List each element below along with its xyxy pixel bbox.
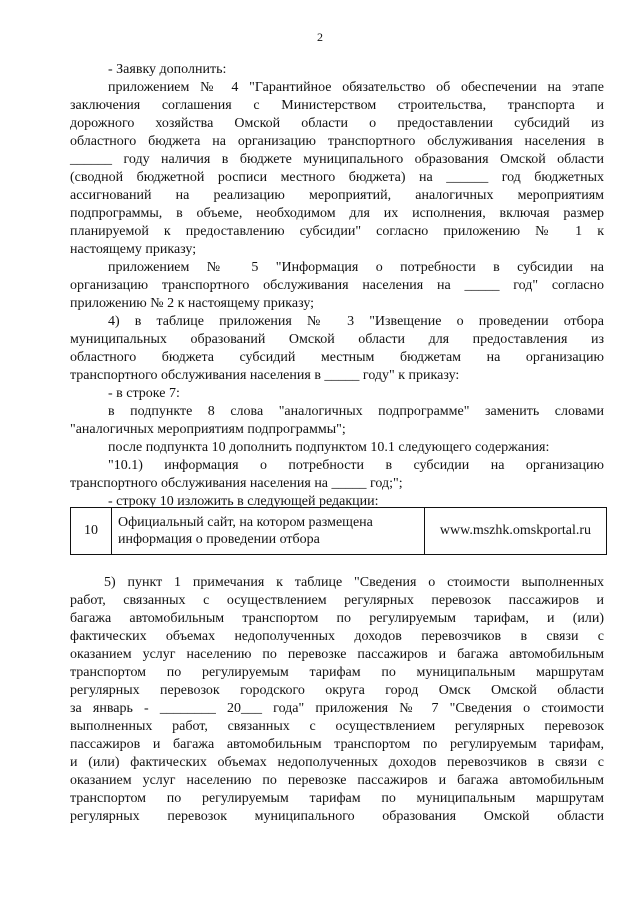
text-line: пассажиров и багажа автомобильным транспортом по регулируемым тарифам, [70,737,604,752]
text-line: - в строке 7: [108,386,180,401]
text-line: областного бюджета субсидий местным бюджетам на организацию [70,350,604,365]
text-line: регулярных перевозок муниципального образования Омской области [70,809,604,824]
text-line: после подпункта 10 дополнить подпунктом 10.1 следующего содержания: [108,440,550,455]
text-line: муниципальных образований Омской области для предоставления из [70,332,604,347]
text-line: настоящему приказу; [70,242,197,257]
site-info-table [70,507,607,555]
text-line: багажа автомобильным транспортом по регулируемым тарифам, и (или) [70,611,604,626]
text-line: областного бюджета на организацию транспортного обслуживания населения в [70,134,604,149]
text-line: выполненных работ, связанных с осуществлением регулярных перевозок [70,719,604,734]
text-line: приложением № 4 "Гарантийное обязательство об обеспечении на этапе [108,80,604,95]
text-line: - Заявку дополнить: [108,62,227,77]
text-line: заключения соглашения с Министерством строительства, транспорта и [70,98,604,113]
text-line: "10.1) информация о потребности в субсидии на организацию [108,458,604,473]
text-line: фактических объемах недополученных доходов перевозчиков в связи с [70,629,604,644]
table-row [71,508,607,555]
text-line: транспортного обслуживания населения в _____ году" к приказу: [70,368,460,383]
text-line: - строку 10 изложить в следующей редакции: [108,494,379,509]
text-line: подпрограммы, в объеме, необходимом для их исполнения, включая размер [70,206,604,221]
note-amendment-block [70,574,604,826]
text-line: планируемой к предоставлению субсидии" согласно приложению № 1 к [70,224,604,239]
text-line: 4) в таблице приложения № 3 "Извещение о проведении отбора [108,314,604,329]
text-line: оказанием услуг населению по перевозке пассажиров и багажа автомобильным [70,647,604,662]
text-line: транспортом по регулируемым тарифам по муниципальным маршрутам [70,791,604,806]
text-line: дорожного хозяйства Омской области о предоставлении субсидий из [70,116,604,131]
text-line: в подпункте 8 слова "аналогичных подпрограмме" заменить словами [108,404,604,419]
text-line: приложению № 2 к настоящему приказу; [70,296,315,311]
text-line: 5) пункт 1 примечания к таблице "Сведения о стоимости выполненных [104,575,604,590]
text-line: приложением № 5 "Информация о потребности в субсидии на [108,260,604,275]
text-line: транспортного обслуживания населения на _____ год;"; [70,476,403,491]
text-line: (сводной бюджетной росписи местного бюджета) на ______ год бюджетных [70,170,604,185]
page-number: 2 [317,30,323,44]
row-number-cell: 10 [71,508,112,555]
text-line: за январь - ________ 20___ года" приложения № 7 "Сведения о стоимости [70,701,604,716]
text-line: и (или) фактических объемах недополученных доходов перевозчиков в связи с [70,755,604,770]
website-url-cell: www.mszhk.omskportal.ru [425,508,607,555]
text-line: ассигнований на реализацию мероприятий, аналогичных мероприятиям [70,188,604,203]
text-line: оказанием услуг населению по перевозке пассажиров и багажа автомобильным [70,773,604,788]
text-line: работ, связанных с осуществлением регулярных перевозок пассажиров и [70,593,604,608]
text-line: ______ году наличия в бюджете муниципального образования Омской области [70,152,604,167]
text-line: "аналогичных мероприятиям подпрограммы"; [70,422,346,437]
description-cell: Официальный сайт, на котором размещена информация о проведении отбора [112,508,425,555]
amendment-text-block [70,61,604,511]
text-line: регулярных перевозок городского округа город Омск Омской области [70,683,604,698]
text-line: транспортом по регулируемым тарифам по муниципальным маршрутам [70,665,604,680]
text-line: организацию транспортного обслуживания населения на _____ год" согласно [70,278,604,293]
